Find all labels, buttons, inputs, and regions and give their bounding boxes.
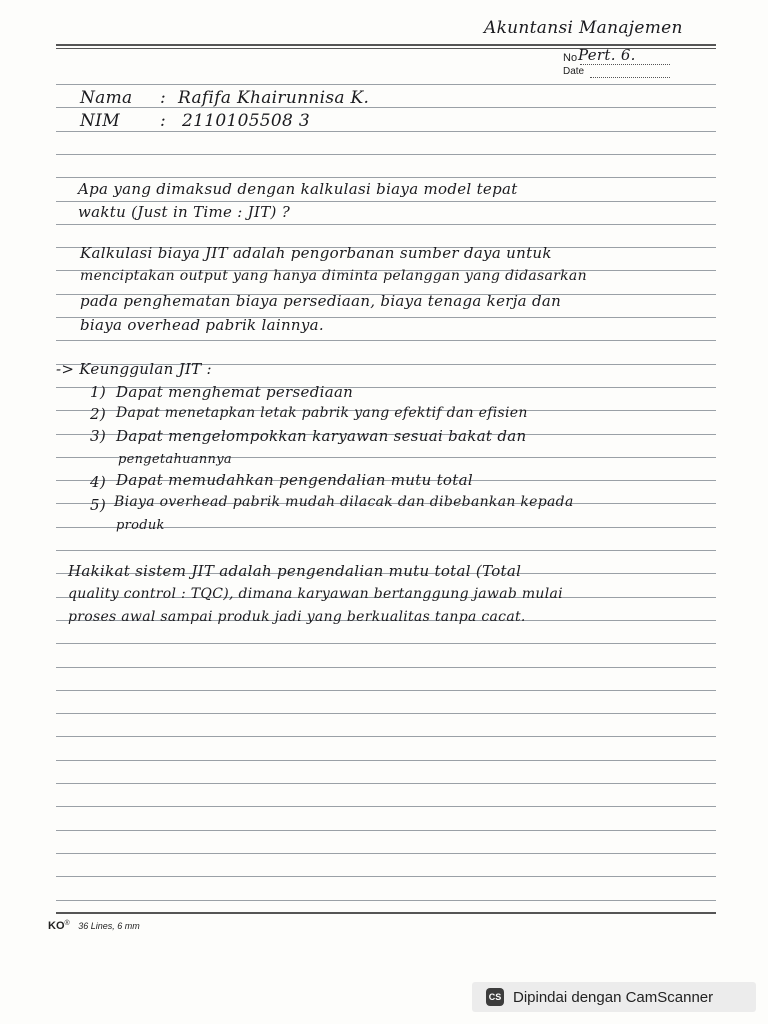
advantages-heading: -> Keunggulan JIT : <box>56 360 212 378</box>
ruled-line <box>56 340 716 341</box>
camscanner-badge <box>472 982 756 1012</box>
name-value: Rafifa Khairunnisa K. <box>178 88 370 108</box>
advantage-item: Dapat menghemat persediaan <box>116 383 354 401</box>
ruled-line <box>56 131 716 132</box>
advantage-item-cont: produk <box>116 518 165 533</box>
advantage-item: Dapat menetapkan letak pabrik yang efektif dan efisien <box>116 405 528 421</box>
item-number: 5) <box>90 496 106 514</box>
nim-value: 2110105508 3 <box>182 111 310 131</box>
answer-line: menciptakan output yang hanya diminta pelanggan yang didasarkan <box>80 268 587 284</box>
brand-name: KO <box>48 920 65 932</box>
item-number: 2) <box>90 405 106 423</box>
camscanner-text: Dipindai dengan CamScanner <box>513 988 714 1006</box>
date-dotline <box>590 77 670 78</box>
date-label: Date <box>563 66 585 77</box>
question-line: Apa yang dimaksud dengan kalkulasi biaya model tepat <box>78 180 518 198</box>
camscanner-logo-icon: CS <box>486 988 504 1006</box>
lines-info: 36 Lines, 6 mm <box>78 921 140 931</box>
ruled-line <box>56 876 716 877</box>
ruled-line <box>56 760 716 761</box>
essence-line: quality control : TQC), dimana karyawan bertanggung jawab mulai <box>68 586 563 602</box>
ruled-line <box>56 900 716 901</box>
essence-line: proses awal sampai produk jadi yang berkualitas tanpa cacat. <box>68 609 526 625</box>
ruled-line <box>56 830 716 831</box>
bottom-rule <box>56 912 716 914</box>
item-number: 1) <box>90 383 106 401</box>
advantage-item: Dapat memudahkan pengendalian mutu total <box>116 471 473 489</box>
name-sep: : <box>160 88 167 108</box>
ruled-line <box>56 783 716 784</box>
ruled-line <box>56 177 716 178</box>
ruled-line <box>56 154 716 155</box>
essence-line: Hakikat sistem JIT adalah pengendalian mutu total (Total <box>68 562 522 580</box>
no-label: No <box>563 52 578 64</box>
ruled-line <box>56 713 716 714</box>
ruled-line <box>56 736 716 737</box>
item-number: 3) <box>90 427 106 445</box>
subject-title: Akuntansi Manajemen <box>484 18 683 38</box>
answer-line: pada penghematan biaya persediaan, biaya tenaga kerja dan <box>80 292 562 310</box>
ruled-line <box>56 667 716 668</box>
answer-line: Kalkulasi biaya JIT adalah pengorbanan sumber daya untuk <box>80 244 552 262</box>
no-dotline <box>580 64 670 65</box>
ruled-line <box>56 643 716 644</box>
nim-label: NIM <box>80 111 120 131</box>
ruled-line <box>56 224 716 225</box>
ruled-line <box>56 853 716 854</box>
ruled-line <box>56 107 716 108</box>
advantage-item-cont: pengetahuannya <box>118 452 232 467</box>
ruled-line <box>56 806 716 807</box>
answer-line: biaya overhead pabrik lainnya. <box>80 316 324 334</box>
ruled-line <box>56 690 716 691</box>
name-label: Nama <box>80 88 133 108</box>
pert-value: Pert. 6. <box>578 46 636 64</box>
advantage-item: Biaya overhead pabrik mudah dilacak dan dibebankan kepada <box>114 494 574 510</box>
item-number: 4) <box>90 473 106 491</box>
question-line: waktu (Just in Time : JIT) ? <box>78 203 291 221</box>
nim-sep: : <box>160 111 167 131</box>
brand-mark: ® <box>64 920 70 927</box>
ruled-line <box>56 201 716 202</box>
notebook-brand <box>48 920 140 932</box>
advantage-item: Dapat mengelompokkan karyawan sesuai bakat dan <box>116 427 527 445</box>
ruled-line <box>56 550 716 551</box>
ruled-line <box>56 84 716 85</box>
